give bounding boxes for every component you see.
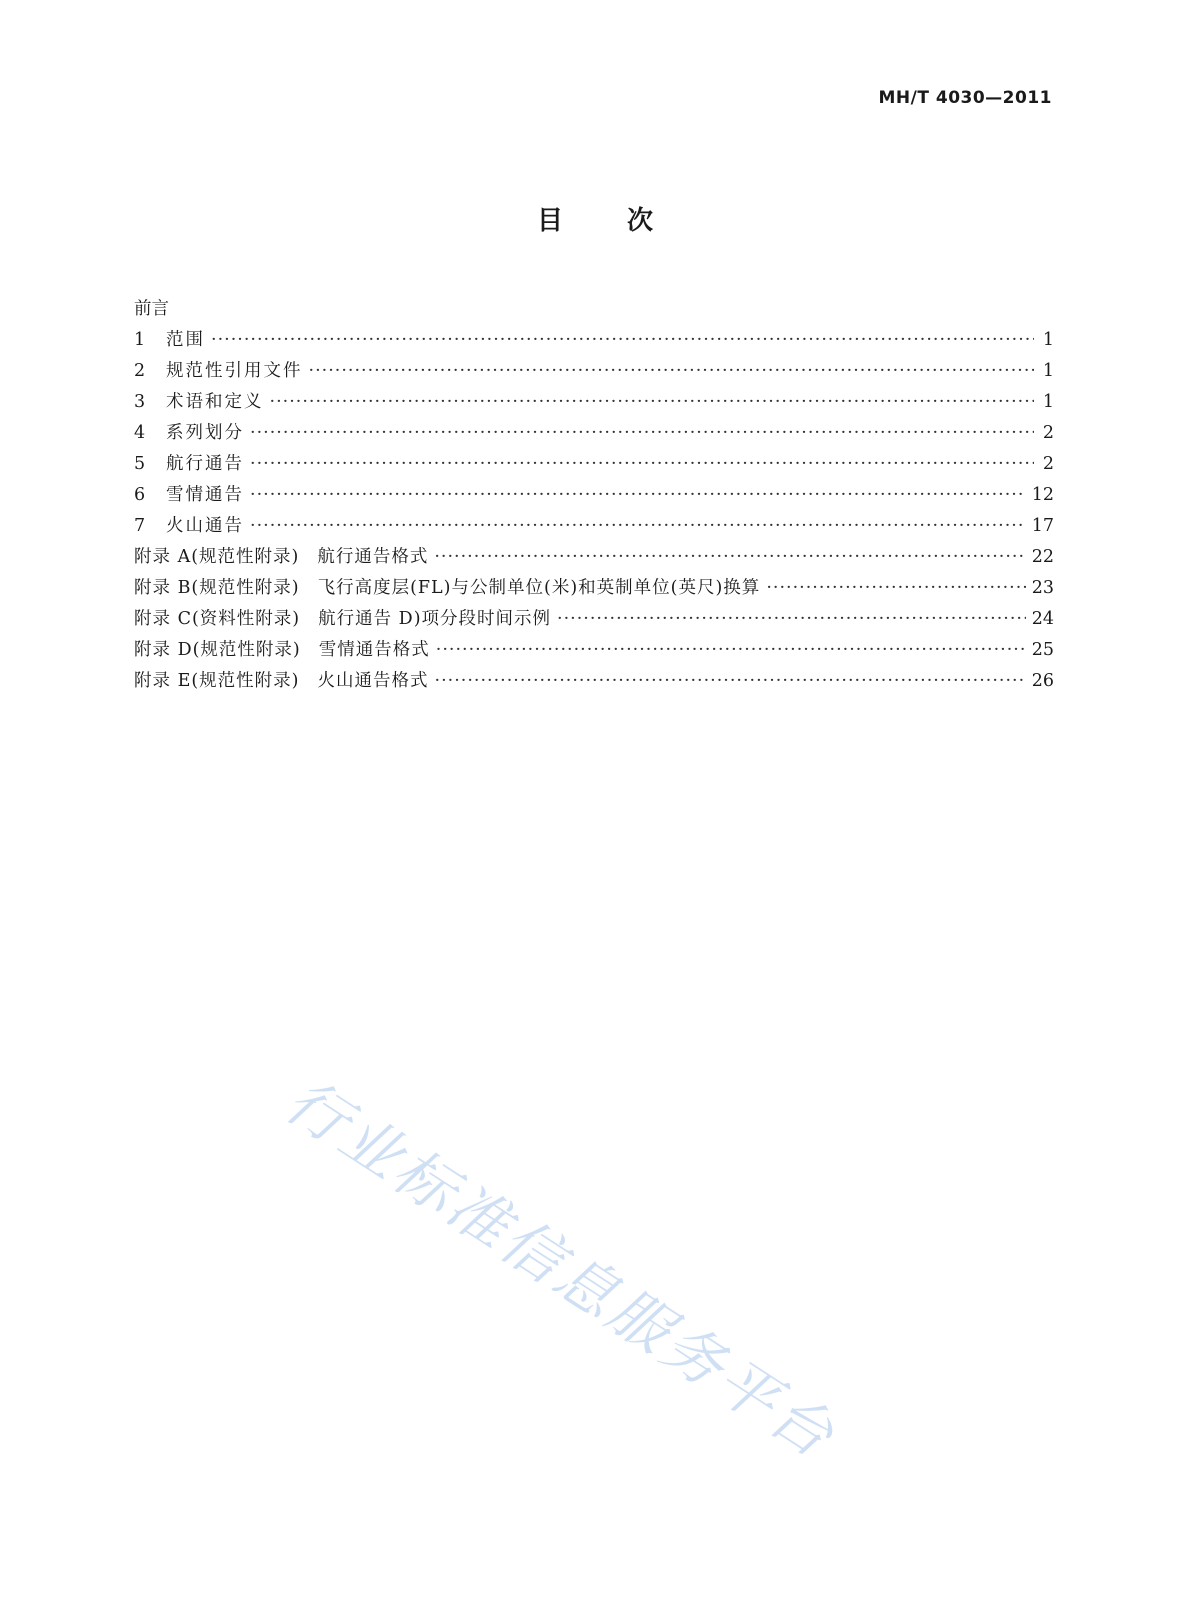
toc-appendix-entry[interactable]	[134, 635, 1054, 666]
toc-entry-number: 5	[134, 454, 146, 474]
toc-entry-number: 6	[134, 485, 146, 505]
dot-leader	[250, 511, 1026, 542]
appendix-title: 航行通告格式	[317, 547, 429, 567]
toc-entry-page: 26	[1031, 671, 1054, 691]
toc-appendix-entry[interactable]	[134, 666, 1054, 697]
toc-title-char-1: 目	[536, 206, 563, 236]
toc-entry[interactable]	[134, 511, 1054, 542]
dot-leader	[250, 418, 1034, 449]
toc-entry-label: 系列划分	[166, 423, 244, 443]
appendix-label: 附录 E(规范性附录)	[134, 671, 300, 691]
dot-leader	[435, 666, 1026, 697]
appendix-label: 附录 A(规范性附录)	[134, 547, 300, 567]
toc-entry[interactable]	[134, 325, 1054, 356]
toc-entry-page: 23	[1031, 578, 1054, 598]
toc-entry-number: 4	[134, 423, 146, 443]
appendix-label: 附录 C(资料性附录)	[134, 609, 301, 629]
toc-entry-number: 3	[134, 392, 146, 412]
dot-leader	[436, 635, 1026, 666]
dot-leader	[211, 325, 1034, 356]
toc-entry-page: 17	[1031, 516, 1054, 536]
toc-entry-page: 1	[1042, 392, 1054, 412]
dot-leader	[250, 480, 1026, 511]
toc-entry-label: 术语和定义	[166, 392, 264, 412]
appendix-title: 飞行高度层(FL)与公制单位(米)和英制单位(英尺)换算	[317, 578, 761, 598]
toc-entry-label: 范围	[166, 330, 205, 350]
toc-appendix-entry[interactable]	[134, 604, 1054, 635]
toc-title-char-2: 次	[627, 206, 654, 236]
table-of-contents	[134, 294, 1054, 697]
toc-entry-number: 1	[134, 330, 146, 350]
dot-leader	[434, 542, 1025, 573]
toc-entry-page: 1	[1042, 361, 1054, 381]
appendix-title: 火山通告格式	[317, 671, 429, 691]
appendix-label: 附录 D(规范性附录)	[134, 640, 301, 660]
toc-entry[interactable]	[134, 449, 1054, 480]
toc-appendix-entry[interactable]	[134, 573, 1054, 604]
toc-entry[interactable]	[134, 356, 1054, 387]
toc-entry-page: 22	[1031, 547, 1054, 567]
dot-leader	[250, 449, 1034, 480]
toc-entry-page: 1	[1042, 330, 1054, 350]
watermark: 行业标准信息服务平台	[273, 1065, 849, 1474]
toc-entry-number: 2	[134, 361, 146, 381]
dot-leader	[557, 604, 1026, 635]
toc-entry-page: 2	[1042, 423, 1054, 443]
toc-entry-number: 7	[134, 516, 146, 536]
toc-entry[interactable]	[134, 418, 1054, 449]
appendix-title: 雪情通告格式	[318, 640, 430, 660]
toc-entry-label: 航行通告	[166, 454, 244, 474]
toc-entry-page: 12	[1031, 485, 1054, 505]
appendix-label: 附录 B(规范性附录)	[134, 578, 300, 598]
toc-entry-label: 规范性引用文件	[166, 361, 303, 381]
toc-entry-page: 24	[1031, 609, 1054, 629]
toc-entry-label: 雪情通告	[166, 485, 244, 505]
toc-title	[0, 200, 1190, 237]
toc-preface[interactable]: 前言	[134, 299, 169, 319]
toc-entry[interactable]	[134, 480, 1054, 511]
appendix-title: 航行通告 D)项分段时间示例	[318, 609, 552, 629]
standard-code: MH/T 4030—2011	[878, 88, 1052, 108]
toc-entry-label: 火山通告	[166, 516, 244, 536]
toc-entry-page: 25	[1031, 640, 1054, 660]
toc-appendix-entry[interactable]	[134, 542, 1054, 573]
dot-leader	[270, 387, 1035, 418]
dot-leader	[766, 573, 1025, 604]
toc-entry-page: 2	[1042, 454, 1054, 474]
toc-entry[interactable]	[134, 387, 1054, 418]
dot-leader	[309, 356, 1035, 387]
